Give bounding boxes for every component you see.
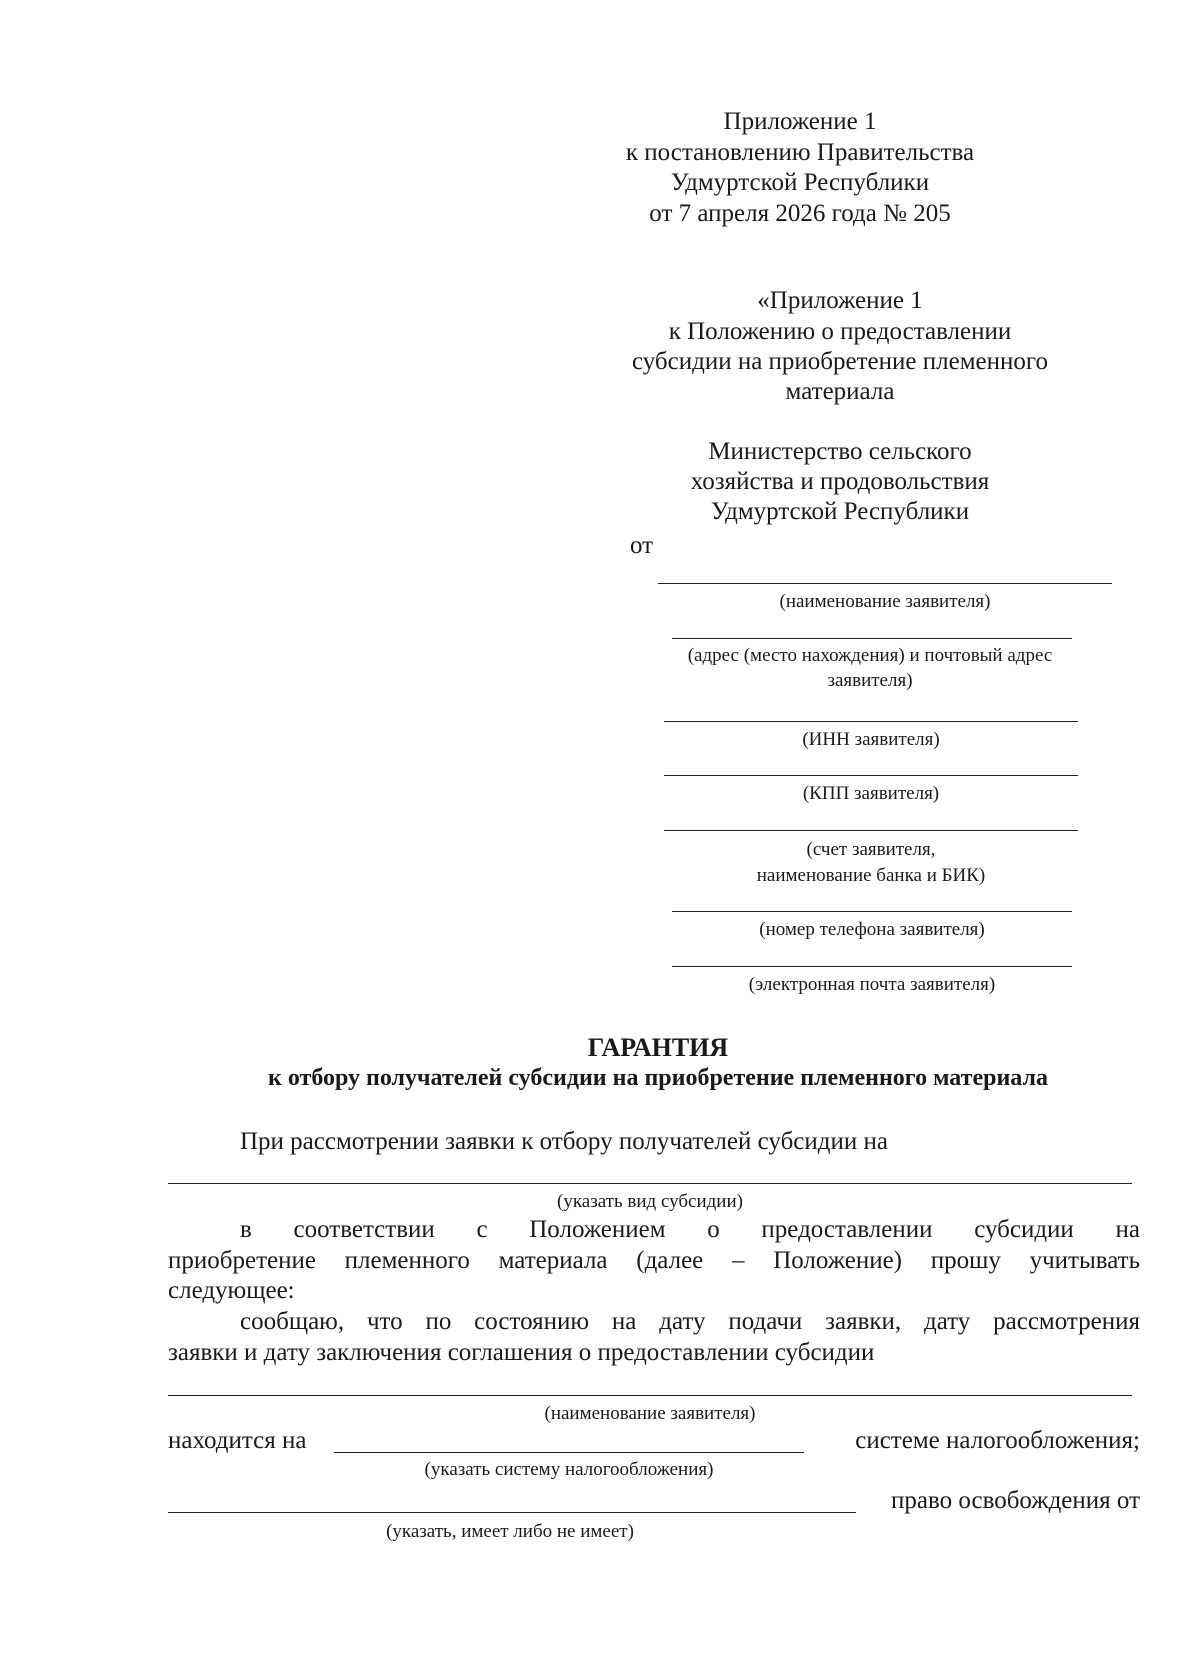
document-subtitle: к отбору получателей субсидии на приобретение племенного материала: [268, 1065, 1048, 1091]
header-line-3: Удмуртской Республики: [670, 169, 930, 196]
document-title: ГАРАНТИЯ: [587, 1033, 729, 1062]
subsidy-type-line[interactable]: [168, 1183, 1132, 1184]
p2-word: Положением: [529, 1216, 666, 1243]
header-line-4: от 7 апреля 2026 года № 205: [649, 200, 951, 227]
address-hint-1: (адрес (место нахождения) и почтовый адрес: [687, 645, 1053, 666]
applicant-name-body-hint: (наименование заявителя): [544, 1403, 756, 1424]
p2-word: субсидии: [974, 1216, 1074, 1243]
kpp-line[interactable]: [664, 775, 1078, 776]
located-on-label: находится на: [168, 1427, 307, 1454]
account-hint-1: (счет заявителя,: [806, 839, 936, 860]
exemption-tail: право освобождения от: [891, 1487, 1140, 1514]
applicant-name-hint: (наименование заявителя): [779, 591, 991, 612]
tax-system-line[interactable]: [334, 1452, 804, 1453]
subsidy-type-hint: (указать вид субсидии): [557, 1191, 743, 1212]
email-hint: (электронная почта заявителя): [748, 974, 996, 995]
account-hint-2: наименование банка и БИК): [756, 865, 986, 886]
appendix-line-2: к Положению о предоставлении: [668, 318, 1012, 345]
inn-hint: (ИНН заявителя): [802, 729, 940, 750]
p2-word: с: [476, 1216, 488, 1243]
paragraph-2-line-2: приобретение племенного материала (далее – Положение) прошу учитывать: [168, 1247, 1140, 1274]
p2-word: на: [1115, 1216, 1140, 1243]
exemption-hint: (указать, имеет либо не имеет): [386, 1521, 634, 1542]
appendix-line-4: материала: [785, 378, 895, 405]
inn-line[interactable]: [664, 721, 1078, 722]
applicant-name-body-line[interactable]: [168, 1395, 1132, 1396]
tax-system-tail: системе налогообложения;: [855, 1427, 1140, 1454]
phone-line[interactable]: [672, 911, 1072, 912]
addressee-line-3: Удмуртской Республики: [710, 498, 970, 525]
exemption-line[interactable]: [168, 1512, 856, 1513]
p2-word: предоставлении: [761, 1216, 933, 1243]
p2-word: о: [707, 1216, 720, 1243]
p2-word: в: [240, 1216, 252, 1243]
kpp-hint: (КПП заявителя): [802, 783, 940, 804]
paragraph-2-line-1: [240, 1214, 1140, 1245]
account-line[interactable]: [664, 830, 1078, 831]
email-line[interactable]: [672, 966, 1072, 967]
header-line-2: к постановлению Правительства: [625, 139, 975, 166]
appendix-line-3: субсидии на приобретение племенного: [631, 348, 1049, 375]
applicant-name-line[interactable]: [658, 583, 1112, 584]
tax-system-hint: (указать систему налогообложения): [424, 1459, 714, 1480]
address-line[interactable]: [672, 638, 1072, 639]
phone-hint: (номер телефона заявителя): [759, 919, 985, 940]
from-label: от: [630, 532, 654, 559]
paragraph-3-line-1: сообщаю, что по состоянию на дату подачи заявки, дату рассмотрения: [240, 1308, 1140, 1335]
paragraph-1: При рассмотрении заявки к отбору получателей субсидии на: [240, 1128, 888, 1155]
paragraph-2-line-3: следующее:: [168, 1277, 295, 1304]
appendix-line-1: «Приложение 1: [757, 287, 923, 314]
paragraph-3-line-2: заявки и дату заключения соглашения о предоставлении субсидии: [168, 1339, 875, 1366]
address-hint-2: заявителя): [827, 670, 913, 691]
header-line-1: Приложение 1: [723, 108, 877, 135]
addressee-line-1: Министерство сельского: [708, 438, 972, 465]
addressee-line-2: хозяйства и продовольствия: [690, 468, 990, 495]
p2-word: соответствии: [293, 1216, 435, 1243]
